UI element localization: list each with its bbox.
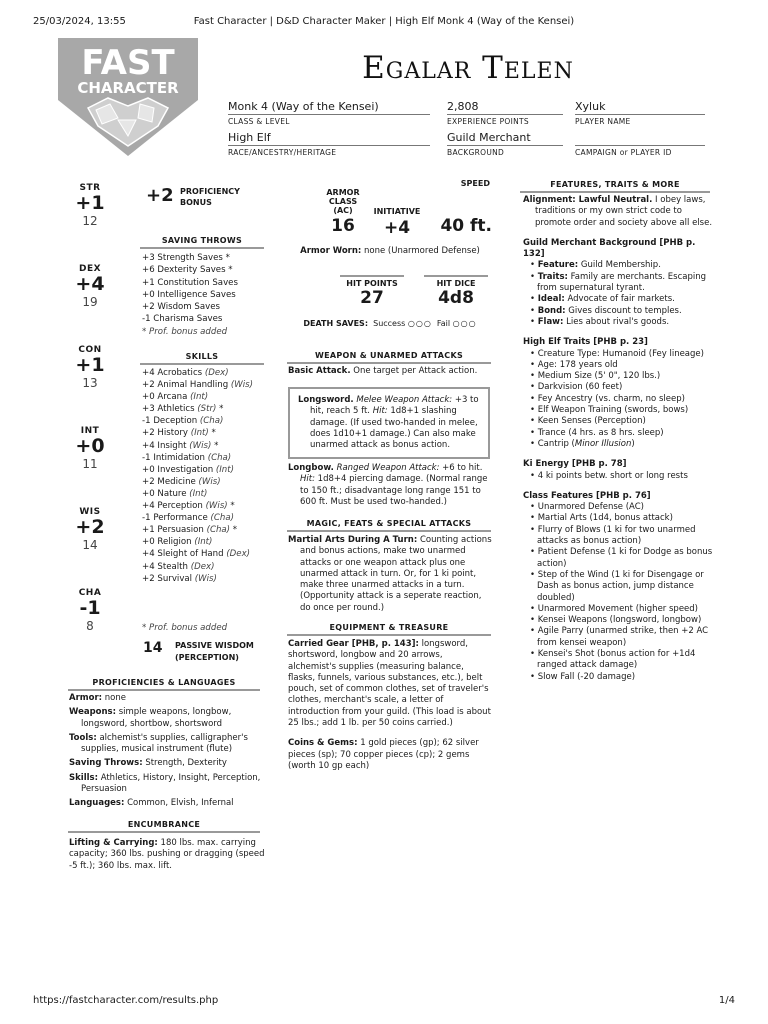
skill-ability: (Dex) (204, 368, 229, 378)
skill-row (142, 512, 266, 524)
list-item: • Keen Senses (Perception) (530, 416, 646, 427)
skill-ability: (Wis) (198, 476, 221, 487)
player-label: PLAYER NAME (575, 117, 631, 126)
list-item: • Creature Type: Humanoid (Fey lineage) (530, 348, 704, 359)
death-success-label: Success (373, 319, 406, 328)
skill-mod: -1 (142, 416, 151, 427)
skill-name: Investigation (157, 464, 214, 475)
longbow-hit-bonus: +6 to hit. (442, 463, 483, 473)
longsword-hit-label: Hit: (372, 406, 388, 417)
list-item: +6 Dexterity Saves * (142, 265, 233, 276)
hd-value: 4d8 (438, 288, 474, 308)
guild-value: Family are merchants. Escaping from supernatural tyrant. (537, 271, 707, 294)
proficiency-label: PROFICIENCY BONUS (180, 187, 240, 207)
list-item-text: Agile Parry (unarmed strike, then +2 AC from kensei weapon) (537, 626, 709, 648)
hp-label: HIT POINTS (346, 279, 398, 288)
proficiency-key: Armor: (69, 693, 103, 703)
list-item: • Feature: Guild Membership. (530, 260, 661, 271)
hd-label: HIT DICE (436, 279, 476, 288)
ability-name: CHA (78, 588, 102, 598)
list-item: • Trance (4 hrs. as 8 hrs. sleep) (530, 427, 664, 438)
skill-ability: (Cha) (210, 513, 234, 524)
list-item-text: Creature Type: Humanoid (Fey lineage) (537, 348, 704, 359)
martial-arts-key: Martial Arts During A Turn: (288, 535, 418, 545)
features-header: FEATURES, TRAITS & MORE (520, 180, 710, 193)
ability-mod: +4 (75, 273, 105, 295)
class-level-field (228, 100, 430, 126)
list-item-text: Kensei's Shot (bonus action for +1d4 ranged attack damage) (537, 648, 696, 671)
skill-mod: +4 (142, 440, 155, 451)
race-value: High Elf (228, 131, 430, 146)
skill-ability: (Wis) (205, 501, 228, 512)
skill-mod: +4 (142, 549, 155, 560)
campaign-value (575, 131, 705, 146)
proficiency-key: Weapons: (69, 707, 117, 718)
list-item-text: Darkvision (60 feet) (537, 382, 623, 393)
guild-title: Guild Merchant Background [PHB p. 132] (523, 237, 696, 260)
list-item: • Kensei Weapons (longsword, longbow) (530, 615, 702, 626)
print-url[interactable]: https://fastcharacter.com/results.php (33, 995, 219, 1006)
proficiency-value: alchemist's supplies, calligrapher's supplies, musical instrument (flute) (81, 732, 248, 755)
list-item-text: Fey Ancestry (vs. charm, no sleep) (537, 393, 685, 404)
armor-worn-value: none (Unarmored Defense) (364, 246, 480, 256)
proficiencies-list (69, 693, 265, 813)
death-fail-circles: ○○○ (452, 319, 477, 328)
skill-prof-mark: * (219, 404, 224, 415)
ability-mod: +1 (75, 192, 105, 214)
longbow-attack (288, 463, 492, 508)
encumbrance-text (69, 838, 265, 872)
list-item-text: Elf Weapon Training (swords, bows) (537, 405, 689, 416)
campaign-label: CAMPAIGN or PLAYER ID (575, 148, 672, 157)
skill-name: Perception (157, 501, 203, 512)
fast-character-logo (58, 38, 198, 156)
skill-row (142, 415, 266, 427)
elf-traits-list (523, 349, 719, 439)
list-item: • Age: 178 years old (530, 359, 618, 370)
saving-throws-header: SAVING THROWS (140, 236, 264, 249)
xp-field (447, 100, 563, 126)
xp-value: 2,808 (447, 100, 563, 115)
passive-wisdom-value: 14 (143, 640, 163, 656)
skill-row (142, 561, 266, 573)
list-item: • Traits: Family are merchants. Escaping from supernatural tyrant. (530, 271, 707, 294)
skill-ability: (Int) (190, 392, 209, 403)
skill-mod: -1 (142, 513, 151, 524)
skill-mod: +0 (142, 537, 155, 548)
skill-ability: (Dex) (190, 561, 215, 572)
saving-throws-list (142, 252, 266, 338)
list-item: • Kensei's Shot (bonus action for +1d4 ranged attack damage) (530, 648, 696, 671)
skill-ability: (Wis) (194, 573, 217, 584)
skill-ability: (Int) (190, 428, 209, 439)
list-item: • Flurry of Blows (1 ki for two unarmed attacks as bonus action) (530, 524, 696, 547)
background-label: BACKGROUND (447, 148, 505, 157)
skill-mod: +2 (142, 476, 155, 487)
alignment-value: I obey laws, traditions or my own strict code to promote order and society above all else. (535, 195, 713, 228)
martial-arts-text (288, 535, 492, 614)
armor-worn (290, 246, 490, 256)
proficiency-key: Skills: (69, 772, 98, 783)
list-item: • 4 ki points betw. short or long rests (530, 470, 688, 481)
skill-mod: +0 (142, 488, 155, 499)
guild-key: Flaw: (537, 316, 564, 327)
basic-attack-value: One target per Attack action. (353, 366, 478, 376)
player-value: Xyluk (575, 100, 705, 115)
skill-prof-mark: * (232, 525, 238, 536)
elf-traits-title: High Elf Traits [PHB p. 23] (523, 337, 648, 348)
proficiency-row (69, 707, 265, 730)
skill-row (142, 476, 266, 488)
guild-value: Guild Membership. (580, 260, 661, 271)
guild-value: Lies about rival's goods. (566, 316, 670, 327)
list-item: • Bond: Gives discount to temples. (530, 305, 682, 316)
ability-mod: +0 (75, 435, 105, 457)
list-item: • Cantrip (Minor Illusion) (530, 438, 635, 449)
death-saves-label: DEATH SAVES: (303, 319, 369, 328)
longbow-hit-label: Hit: (300, 474, 315, 485)
longbow-key: Longbow. (288, 463, 334, 473)
list-item: • Flaw: Lies about rival's goods. (530, 316, 670, 327)
skill-ability: (Cha) (206, 525, 231, 536)
encumbrance-value: 180 lbs. max. carrying capacity; 360 lbs. pushing or dragging (speed -5 ft.); 360 lbs. max. lift. (69, 838, 265, 871)
skill-name: Nature (157, 488, 187, 499)
skill-mod: +2 (142, 428, 155, 439)
list-item-text: Slow Fall (-20 damage) (537, 671, 636, 682)
skill-name: Acrobatics (157, 368, 203, 378)
skill-mod: +3 (142, 404, 155, 415)
skill-name: Arcana (157, 392, 188, 403)
ability-mod: +1 (75, 354, 105, 376)
martial-arts-value: Counting actions and bonus actions, make two unarmed attacks or one weapon attack plus one unarmed attack in turn. Or, for 1 ki point, make three unarmed attacks in a turn. (Opportunity attack is a seperate reaction, do once per round.) (300, 535, 492, 613)
skill-name: Sleight of Hand (157, 549, 224, 560)
skill-ability: (Wis) (189, 440, 212, 451)
skill-name: Animal Handling (157, 380, 229, 391)
ability-mod: +2 (75, 516, 105, 538)
ability-name: STR (79, 183, 101, 193)
skill-row (142, 536, 266, 548)
skill-row (142, 367, 266, 379)
armor-class (320, 188, 366, 236)
skill-row (142, 452, 266, 464)
longsword-attack-box (288, 387, 490, 459)
skill-row (142, 379, 266, 391)
character-name: Egalar Telen (362, 50, 574, 86)
hit-dice (424, 275, 488, 308)
list-item: -1 Charisma Saves (142, 314, 223, 325)
initiative-label: INITIATIVE (373, 207, 421, 216)
list-item-text: Trance (4 hrs. as 8 hrs. sleep) (537, 427, 664, 438)
skill-ability: (Cha) (199, 416, 224, 427)
skill-mod: +4 (142, 501, 155, 512)
features-body (523, 195, 719, 683)
list-item: • Slow Fall (-20 damage) (530, 671, 636, 682)
proficiency-key: Saving Throws: (69, 758, 143, 769)
death-success-circles: ○○○ (407, 319, 432, 328)
list-item: • Elf Weapon Training (swords, bows) (530, 405, 689, 416)
longsword-hit-bonus: +3 to hit, reach 5 ft. (310, 395, 479, 417)
coins-value: 1 gold pieces (gp); 62 silver pieces (sp); 70 copper pieces (cp); 2 gems (worth 10 gp each) (288, 738, 479, 771)
guild-key: Traits: (537, 271, 568, 282)
speed (430, 179, 492, 236)
proficiency-row (69, 773, 265, 796)
skill-ability: (Str) (197, 404, 217, 415)
proficiency-value: simple weapons, longbow, longsword, shortbow, shortsword (81, 707, 232, 729)
skill-row (142, 440, 266, 452)
list-item-text: Keen Senses (Perception) (537, 416, 646, 427)
list-item: • Unarmored Defense (AC) (530, 502, 644, 513)
proficiencies-header: PROFICIENCIES & LANGUAGES (68, 678, 260, 691)
carried-gear-value: longsword, shortsword, longbow and 20 arrows, alchemist's supplies (measuring balance, flasks, funnels, various substances, etc.), belt pouch, set of common clothes, set of traveler's clothes, merchant's scale, a letter of introduction from your guild. (This load is about 25 lbs.; add 1 lb. per 50 coins carried.) (288, 639, 491, 729)
ability-con (62, 345, 118, 390)
hp-value: 27 (360, 288, 384, 308)
encumbrance-key: Lifting & Carrying: (69, 838, 158, 848)
guild-value: Gives discount to temples. (568, 305, 682, 316)
passive-wisdom-label: PASSIVE WISDOM (PERCEPTION) (175, 641, 254, 662)
list-item: • Fey Ancestry (vs. charm, no sleep) (530, 393, 685, 404)
skill-row (142, 573, 266, 585)
skill-name: Religion (157, 537, 192, 548)
coins-key: Coins & Gems: (288, 738, 358, 749)
encumbrance-header: ENCUMBRANCE (68, 820, 260, 833)
skill-name: Insight (157, 440, 187, 451)
guild-key: Bond: (537, 305, 566, 316)
class-features-list (523, 502, 719, 683)
equipment-header: EQUIPMENT & TREASURE (287, 623, 491, 636)
class-level-value: Monk 4 (Way of the Kensei) (228, 100, 430, 115)
skill-row (142, 391, 266, 403)
list-item: • Martial Arts (1d4, bonus attack) (530, 513, 673, 524)
skill-mod: +0 (142, 464, 155, 475)
skill-ability: (Cha) (207, 452, 232, 463)
ability-dex (62, 264, 118, 309)
skill-row (142, 500, 266, 512)
skill-mod: -1 (142, 452, 151, 463)
list-item: +2 Wisdom Saves (142, 302, 220, 313)
ac-label: ARMOR CLASS (AC) (326, 188, 360, 215)
ki-list (523, 471, 719, 482)
ability-name: INT (80, 426, 100, 436)
list-item-text: 4 ki points betw. short or long rests (537, 470, 688, 481)
ability-score: 19 (82, 295, 98, 309)
list-item: • Patient Defense (1 ki for Dodge as bonus action) (530, 547, 713, 569)
list-item: • Medium Size (5' 0", 120 lbs.) (530, 371, 661, 382)
class-features-title: Class Features [PHB p. 76] (523, 490, 651, 501)
proficiency-value: Common, Elvish, Infernal (127, 798, 234, 809)
skill-name: Performance (153, 513, 208, 524)
proficiency-row (69, 758, 265, 769)
equipment-text (288, 639, 492, 772)
ability-score: 8 (86, 619, 94, 633)
skill-name: History (157, 428, 188, 439)
background-field (447, 131, 563, 157)
skill-mod: +1 (142, 525, 155, 536)
initiative-value: +4 (383, 218, 411, 238)
skill-name: Survival (157, 573, 193, 584)
skill-ability: (Int) (194, 537, 213, 548)
skill-mod: +0 (142, 392, 155, 403)
death-saves (290, 319, 490, 328)
ability-score: 14 (82, 538, 98, 552)
proficiency-value: none (104, 693, 126, 703)
skill-name: Persuasion (157, 525, 204, 536)
hit-points (340, 275, 404, 308)
ability-name: WIS (79, 507, 101, 517)
print-footer (33, 995, 735, 1009)
list-item: +3 Strength Saves * (142, 253, 230, 263)
proficiency-row (69, 733, 265, 756)
ability-name: DEX (78, 264, 102, 274)
saving-throws-note: * Prof. bonus added (142, 326, 228, 337)
passive-wisdom (143, 640, 267, 666)
list-item-text: Patient Defense (1 ki for Dodge as bonus action) (537, 547, 713, 569)
skill-prof-mark: * (230, 501, 235, 512)
skill-row (142, 403, 266, 415)
proficiency-key: Tools: (69, 732, 97, 743)
proficiency-bonus (146, 185, 261, 213)
list-item-text: Kensei Weapons (longsword, longbow) (537, 615, 702, 626)
list-item-text: Age: 178 years old (537, 359, 618, 370)
skill-row (142, 427, 266, 439)
logo-line2: CHARACTER (77, 79, 179, 97)
list-item-text: Step of the Wind (1 ki for Disengage or Dash as bonus action, jump distance doubled) (537, 569, 704, 603)
proficiency-row (69, 798, 265, 809)
class-level-label: CLASS & LEVEL (228, 117, 290, 126)
skill-mod: +4 (142, 561, 155, 572)
skill-row (142, 488, 266, 500)
proficiency-value: +2 (146, 185, 174, 206)
longsword-damage: 1d8+1 slashing damage. (If used two-handed in melee, does 1d10+1 damage.) Can also make unarmed attack as bonus action. (310, 406, 478, 451)
magic-header: MAGIC, FEATS & SPECIAL ATTACKS (287, 519, 491, 532)
print-header (33, 16, 735, 30)
list-item: • Unarmored Movement (higher speed) (530, 603, 698, 614)
skill-ability: (Int) (215, 464, 234, 475)
player-field (575, 100, 705, 126)
list-item: • Agile Parry (unarmed strike, then +2 AC from kensei weapon) (530, 626, 709, 648)
ac-value: 16 (331, 216, 355, 236)
list-item-text: Unarmored Movement (higher speed) (537, 603, 698, 614)
attacks-header: WEAPON & UNARMED ATTACKS (287, 351, 491, 364)
xp-label: EXPERIENCE POINTS (447, 117, 529, 126)
list-item: • Ideal: Advocate of fair markets. (530, 294, 675, 305)
armor-worn-label: Armor Worn: (300, 246, 362, 256)
proficiency-value: Strength, Dexterity (145, 758, 227, 769)
list-item-text: Flurry of Blows (1 ki for two unarmed attacks as bonus action) (537, 524, 696, 547)
guild-key: Ideal: (537, 294, 565, 305)
death-fail-label: Fail (436, 319, 451, 328)
carried-gear-key: Carried Gear [PHB, p. 143]: (288, 639, 419, 649)
ability-name: CON (78, 345, 102, 355)
list-item: +0 Intelligence Saves (142, 289, 236, 300)
skill-row (142, 548, 266, 560)
skill-row (142, 464, 266, 476)
logo-line1: FAST (81, 43, 175, 83)
skill-name: Deception (153, 416, 198, 427)
skill-row (142, 524, 266, 536)
longbow-type: Ranged Weapon Attack: (336, 463, 440, 473)
ability-cha (62, 588, 118, 633)
page-number: 1/4 (718, 995, 735, 1006)
ability-score: 11 (82, 457, 98, 471)
list-item: +1 Constitution Saves (142, 277, 238, 288)
ability-wis (62, 507, 118, 552)
skill-name: Medicine (157, 476, 196, 487)
list-item-text: Unarmored Defense (AC) (537, 502, 644, 513)
ability-score: 12 (82, 214, 98, 228)
longsword-type: Melee Weapon Attack: (356, 395, 453, 405)
skill-ability: (Int) (189, 488, 208, 499)
skills-list (142, 367, 266, 585)
ability-str (62, 183, 118, 228)
proficiency-row (69, 693, 265, 704)
guild-list (523, 260, 719, 328)
campaign-field (575, 131, 705, 157)
skill-ability: (Wis) (230, 380, 253, 391)
proficiency-key: Languages: (69, 798, 125, 809)
print-date: 25/03/2024, 13:55 (33, 16, 126, 27)
background-value: Guild Merchant (447, 131, 563, 146)
skill-name: Stealth (157, 561, 188, 572)
list-item: • Darkvision (60 feet) (530, 382, 623, 393)
skill-ability: (Dex) (226, 549, 251, 560)
basic-attack (288, 366, 492, 377)
skill-mod: +4 (142, 368, 155, 378)
ability-int (62, 426, 118, 471)
race-field (228, 131, 430, 157)
skill-mod: +2 (142, 380, 155, 391)
guild-key: Feature: (537, 260, 579, 271)
skill-prof-mark: * (211, 428, 216, 439)
proficiency-value: Athletics, History, Insight, Perception, Persuasion (81, 772, 261, 795)
race-label: RACE/ANCESTRY/HERITAGE (228, 148, 337, 157)
list-item: • Step of the Wind (1 ki for Disengage or Dash as bonus action, jump distance doubled) (530, 569, 704, 603)
ability-mod: -1 (79, 597, 101, 619)
initiative (370, 207, 424, 238)
skills-header: SKILLS (140, 352, 264, 365)
skill-name: Athletics (157, 404, 195, 415)
longsword-key: Longsword. (298, 395, 354, 405)
speed-label: SPEED (460, 179, 490, 188)
ability-score: 13 (82, 376, 98, 390)
skills-note: * Prof. bonus added (142, 623, 228, 633)
basic-attack-key: Basic Attack. (288, 366, 351, 376)
skill-name: Intimidation (153, 452, 205, 463)
skill-mod: +2 (142, 573, 155, 584)
skill-prof-mark: * (214, 440, 219, 451)
longbow-damage: 1d8+4 piercing damage. (Normal range to 150 ft.; disadvantage long range 151 to 600 ft. Must be used two-handed.) (300, 474, 488, 507)
guild-value: Advocate of fair markets. (567, 294, 675, 305)
print-title: Fast Character | D&D Character Maker | High Elf Monk 4 (Way of the Kensei) (193, 16, 575, 27)
ki-title: Ki Energy [PHB p. 78] (523, 459, 627, 470)
list-item-text: Martial Arts (1d4, bonus attack) (537, 513, 673, 524)
speed-value: 40 ft. (440, 216, 492, 236)
list-item-text: Medium Size (5' 0", 120 lbs.) (537, 371, 661, 382)
alignment-key: Alignment: Lawful Neutral. (523, 195, 653, 205)
